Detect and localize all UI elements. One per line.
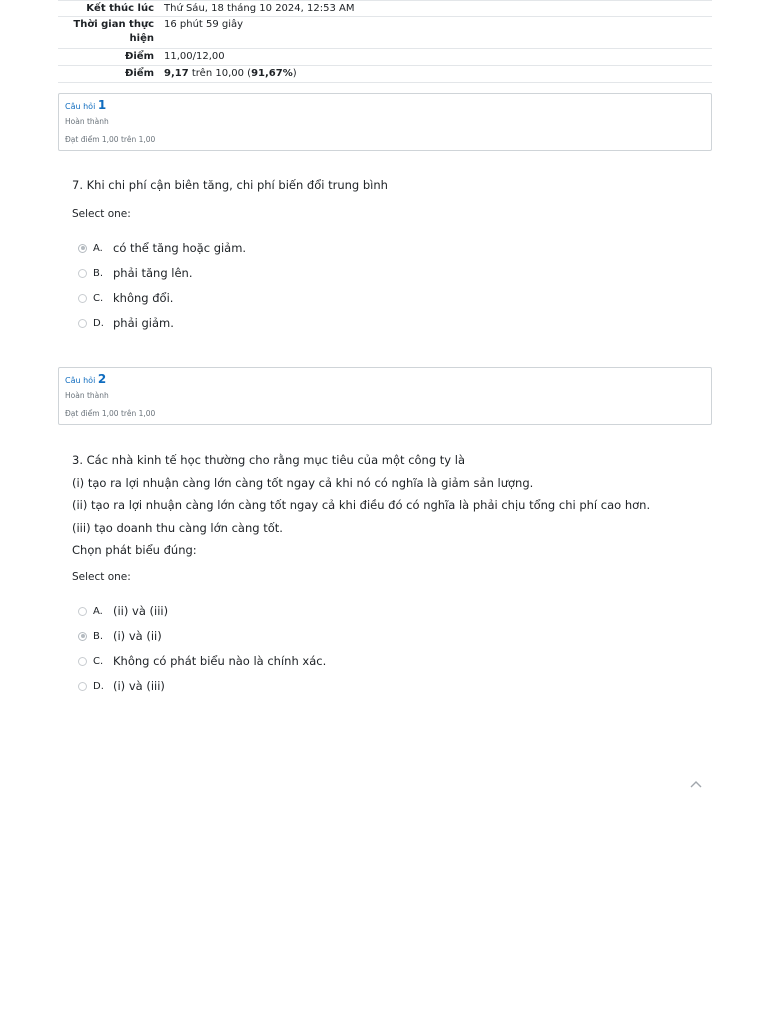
option-text: không đổi.	[113, 291, 174, 305]
answer-option-c[interactable]	[78, 290, 173, 306]
question-text-line: (ii) tạo ra lợi nhuận càng lớn càng tốt ngay cả khi điều đó có nghĩa là phải chịu tổng chi phí cao hơn.	[72, 498, 651, 512]
summary-key: Điểm	[124, 51, 154, 62]
summary-key: Thời gian thực hiện	[73, 19, 154, 44]
radio-button[interactable]	[78, 607, 87, 616]
option-text: (i) và (iii)	[113, 679, 165, 693]
radio-button[interactable]	[78, 657, 87, 666]
grade-percent: 91,67%	[251, 68, 293, 79]
question-state: Hoàn thành	[65, 117, 109, 126]
grade-mid: trên 10,00 (	[188, 68, 252, 79]
question-number-value: 2	[97, 372, 107, 386]
question-number	[65, 99, 705, 113]
question-text-line: 7. Khi chi phí cận biên tăng, chi phí biến đổi trung bình	[72, 178, 388, 192]
question-text-line: (i) tạo ra lợi nhuận càng lớn càng tốt ngay cả khi nó có nghĩa là giảm sản lượng.	[72, 475, 534, 490]
option-text: có thể tăng hoặc giảm.	[113, 241, 247, 255]
select-one-prompt: Select one:	[72, 208, 131, 220]
option-letter: D.	[93, 680, 104, 692]
option-text: phải tăng lên.	[113, 266, 193, 280]
answer-option-a[interactable]	[78, 240, 246, 256]
option-letter: A.	[93, 605, 103, 617]
summary-row-time-taken	[58, 17, 712, 49]
radio-button[interactable]	[78, 294, 87, 303]
chevron-up-icon	[690, 780, 702, 788]
attempt-summary-table	[58, 0, 712, 83]
grade-end: )	[292, 68, 297, 79]
option-text: Không có phát biểu nào là chính xác.	[113, 654, 327, 668]
option-letter: C.	[93, 655, 104, 667]
summary-value: 11,00/12,00	[164, 51, 225, 62]
question-text-line: (iii) tạo doanh thu càng lớn càng tốt.	[72, 520, 283, 535]
answer-option-b[interactable]	[78, 628, 162, 644]
summary-value	[160, 66, 712, 82]
summary-key: Kết thúc lúc	[86, 3, 154, 14]
summary-row-grade	[58, 66, 712, 83]
answer-option-d[interactable]	[78, 315, 174, 331]
question-text-1	[72, 174, 388, 197]
option-letter: B.	[93, 630, 104, 642]
summary-value: 16 phút 59 giây	[164, 19, 244, 30]
question-text-line: 3. Các nhà kinh tế học thường cho rằng mục tiêu của một công ty là	[72, 453, 466, 467]
question-label: Câu hỏi	[65, 102, 96, 111]
radio-button[interactable]	[78, 682, 87, 691]
option-letter: D.	[93, 317, 104, 329]
question-grade: Đạt điểm 1,00 trên 1,00	[65, 135, 156, 144]
summary-key: Điểm	[124, 68, 154, 79]
question-state: Hoàn thành	[65, 391, 109, 400]
answer-option-c[interactable]	[78, 653, 326, 669]
question-label: Câu hỏi	[65, 376, 96, 385]
option-text: (i) và (ii)	[113, 629, 162, 643]
question-info-1	[58, 93, 712, 151]
question-number-value: 1	[97, 98, 107, 112]
option-letter: A.	[93, 242, 103, 254]
grade-score: 9,17	[164, 68, 189, 79]
radio-button[interactable]	[78, 269, 87, 278]
radio-button[interactable]	[78, 319, 87, 328]
answer-option-b[interactable]	[78, 265, 193, 281]
answer-option-d[interactable]	[78, 678, 165, 694]
back-to-top-button[interactable]	[688, 776, 704, 792]
question-number	[65, 373, 705, 387]
question-info-2	[58, 367, 712, 425]
option-letter: C.	[93, 292, 104, 304]
option-text: phải giảm.	[113, 316, 174, 330]
select-one-prompt: Select one:	[72, 571, 131, 583]
question-grade: Đạt điểm 1,00 trên 1,00	[65, 409, 156, 418]
option-letter: B.	[93, 267, 104, 279]
summary-row-finished	[58, 0, 712, 17]
answer-option-a[interactable]	[78, 603, 168, 619]
radio-button[interactable]	[78, 244, 87, 253]
summary-row-marks	[58, 49, 712, 66]
summary-value: Thứ Sáu, 18 tháng 10 2024, 12:53 AM	[164, 3, 355, 14]
question-text-2	[72, 449, 650, 562]
question-text-line: Chọn phát biểu đúng:	[72, 543, 197, 557]
radio-button[interactable]	[78, 632, 87, 641]
option-text: (ii) và (iii)	[113, 604, 169, 618]
